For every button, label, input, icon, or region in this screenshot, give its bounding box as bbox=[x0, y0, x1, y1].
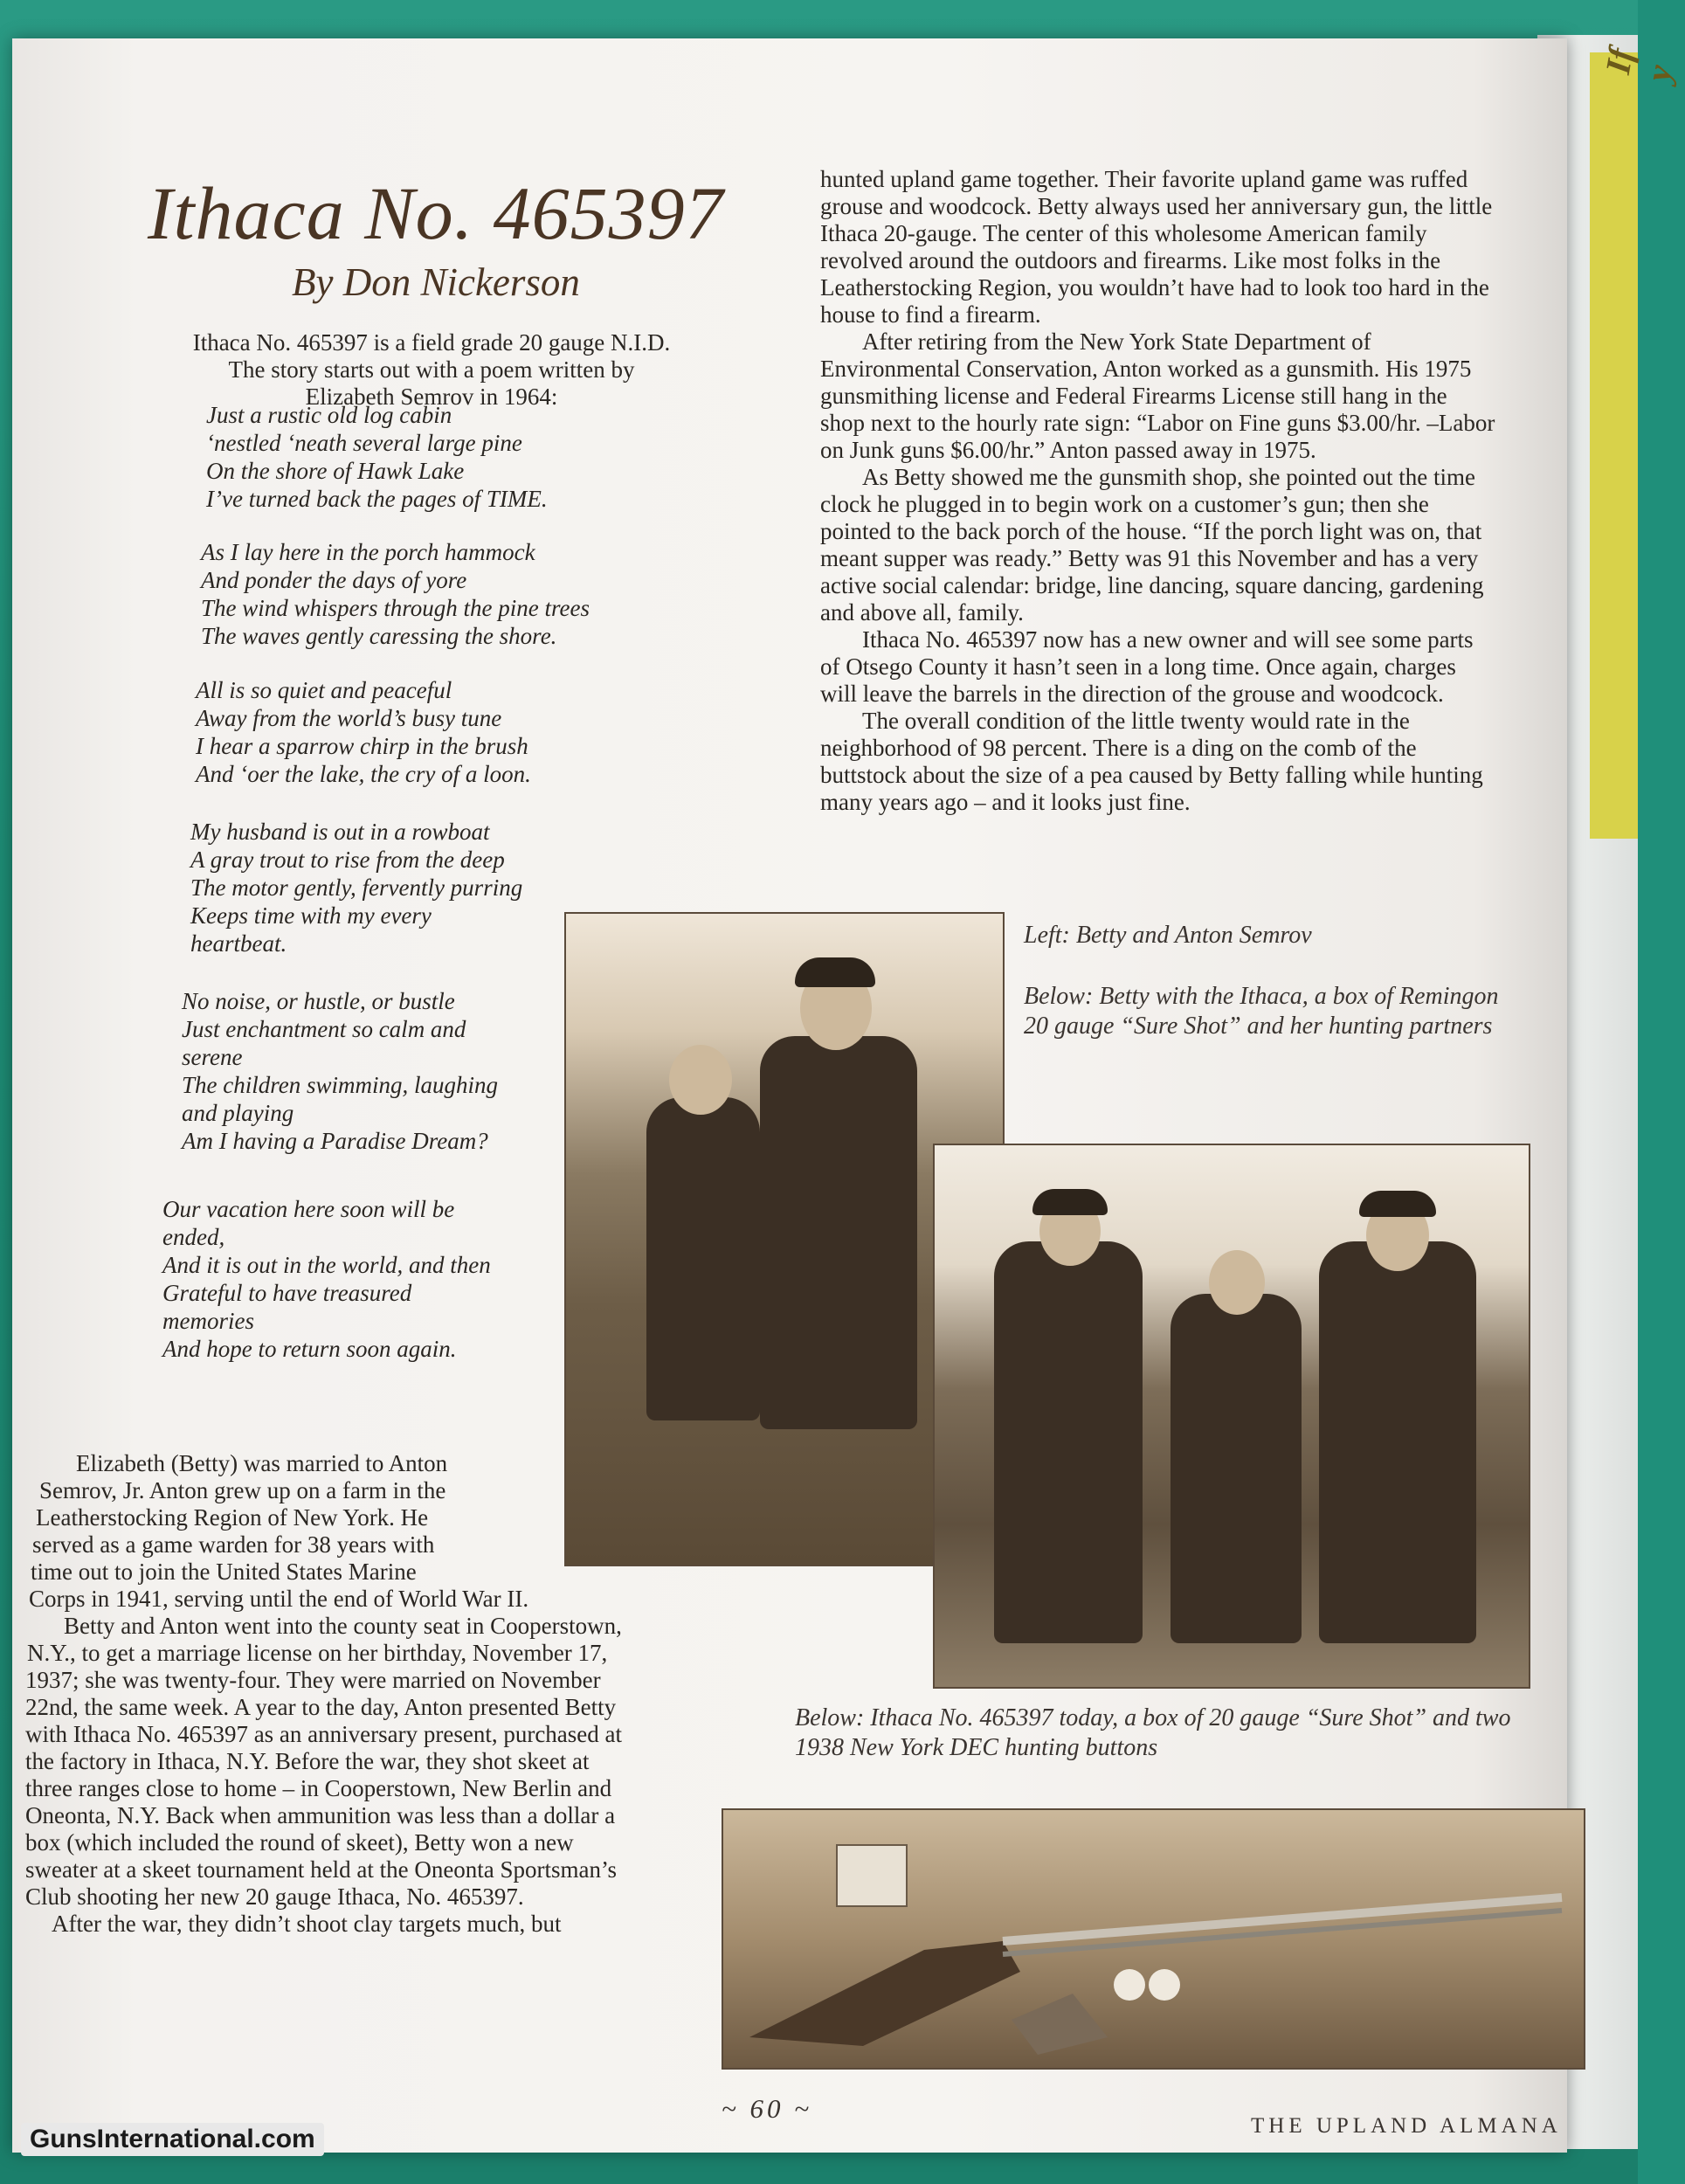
photo-figure bbox=[1171, 1294, 1302, 1643]
running-head: THE UPLAND ALMANA bbox=[1251, 2114, 1562, 2138]
poem-line: And ponder the days of yore bbox=[201, 567, 467, 593]
poem-line: The children swimming, laughing bbox=[182, 1072, 498, 1098]
ammo-box bbox=[837, 1845, 907, 1906]
body-line: Semrov, Jr. Anton grew up on a farm in the bbox=[39, 1477, 446, 1503]
poem-line: heartbeat. bbox=[190, 930, 287, 957]
poem-line: Grateful to have treasured bbox=[162, 1280, 412, 1306]
poem-stanza bbox=[201, 538, 590, 650]
body-paragraph: The overall condition of the little twenty would rate in the neighborhood of 98 percent. There is a ding on the comb of the buttstock about the size of a pea caused by Betty falling while hunting many years ago – and it looks just fine. bbox=[820, 708, 1483, 815]
page-number: ~ 60 ~ bbox=[722, 2093, 813, 2124]
poem-stanza bbox=[190, 818, 522, 957]
poem-line: As I lay here in the porch hammock bbox=[201, 539, 535, 565]
article-byline: By Don Nickerson bbox=[292, 260, 580, 304]
photo-figure-cap bbox=[795, 957, 875, 987]
body-line: served as a game warden for 38 years with bbox=[32, 1531, 435, 1558]
magazine-page bbox=[12, 38, 1567, 2153]
body-line: box (which included the round of skeet), Betty won a new bbox=[25, 1829, 574, 1856]
poem-line: All is so quiet and peaceful bbox=[196, 677, 452, 703]
photo-ithaca-shotgun bbox=[722, 1808, 1585, 2070]
article-title: Ithaca No. 465397 bbox=[148, 171, 724, 255]
photo-betty-with-hunting-partners bbox=[933, 1144, 1530, 1689]
watermark-logo: GunsInternational.com bbox=[21, 2123, 324, 2156]
body-line: Elizabeth (Betty) was married to Anton bbox=[76, 1450, 448, 1476]
poem-line: On the shore of Hawk Lake bbox=[206, 458, 465, 484]
photo-figure-head bbox=[669, 1045, 732, 1115]
poem-line: The wind whispers through the pine trees bbox=[201, 595, 590, 621]
poem-line: Away from the world’s busy tune bbox=[196, 705, 502, 731]
poem-stanza bbox=[182, 987, 498, 1155]
photo-figure-cap bbox=[1032, 1189, 1108, 1215]
next-page-yellow-strip bbox=[1590, 52, 1638, 839]
photo-figure bbox=[646, 1097, 760, 1420]
poem-line: And ‘oer the lake, the cry of a loon. bbox=[196, 761, 531, 787]
caption-left-photo: Left: Betty and Anton Semrov bbox=[1024, 922, 1312, 949]
poem-line: serene bbox=[182, 1044, 243, 1070]
photo-figure bbox=[1319, 1241, 1476, 1643]
body-line: time out to join the United States Marine bbox=[31, 1559, 417, 1585]
caption-gun-photo: Below: Ithaca No. 465397 today, a box of 20 gauge “Sure Shot” and two 1938 New York DEC hunting buttons bbox=[795, 1704, 1511, 1761]
shotgun-illustration bbox=[723, 1810, 1584, 2068]
poem-line: I’ve turned back the pages of TIME. bbox=[206, 486, 548, 512]
poem-line: My husband is out in a rowboat bbox=[190, 819, 490, 845]
intro-line: The story starts out with a poem written by bbox=[228, 356, 635, 383]
body-line: Corps in 1941, serving until the end of World War II. bbox=[29, 1586, 529, 1612]
hunting-button bbox=[1149, 1969, 1180, 2001]
hunting-button bbox=[1114, 1969, 1145, 2001]
body-paragraph: Ithaca No. 465397 now has a new owner and will see some parts of Otsego County it hasn’t seen in a long time. Once again, charges will leave the barrels in the direction of the grouse and woodcock. bbox=[820, 626, 1474, 707]
poem-line: Just enchantment so calm and bbox=[182, 1016, 466, 1042]
poem-line: Just a rustic old log cabin bbox=[206, 402, 452, 428]
poem-line: ended, bbox=[162, 1224, 225, 1250]
poem-line: Keeps time with my every bbox=[190, 902, 432, 929]
poem-stanza bbox=[162, 1195, 491, 1363]
body-line: N.Y., to get a marriage license on her birthday, November 17, bbox=[27, 1640, 608, 1666]
poem-line: And it is out in the world, and then bbox=[162, 1252, 491, 1278]
body-line: Club shooting her new 20 gauge Ithaca, No. 465397. bbox=[25, 1883, 524, 1910]
body-line: Oneonta, N.Y. Back when ammunition was less than a dollar a bbox=[25, 1802, 616, 1828]
poem-line: A gray trout to rise from the deep bbox=[190, 847, 505, 873]
body-line: 1937; she was twenty-four. They were married on November bbox=[25, 1667, 601, 1693]
body-line: sweater at a skeet tournament held at the Oneonta Sportsman’s bbox=[25, 1856, 618, 1883]
body-line: Betty and Anton went into the county seat in Cooperstown, bbox=[64, 1613, 622, 1639]
poem-line: ‘nestled ‘neath several large pine bbox=[206, 430, 522, 456]
body-paragraph: hunted upland game together. Their favorite upland game was ruffed grouse and woodcock. Betty always used her anniversary gun, the little Ithaca 20-gauge. The center of this wholesome American family revolved around the outdoors and firearms. Like most folks in the Leatherstocking Region, you wouldn’t have had to look too hard in the house to find a firearm. bbox=[820, 166, 1493, 328]
body-paragraph: After retiring from the New York State Department of Environmental Conservation, Anton worked as a gunsmith. His 1975 gunsmithing license and Federal Firearms License still hang in the shop next to the hourly rate sign: “Labor on Fine guns $3.00/hr. –Labor on Junk guns $6.00/hr.” Anton passed away in 1975. bbox=[820, 328, 1495, 463]
body-paragraph: As Betty showed me the gunsmith shop, she pointed out the time clock he plugged in to begin work on a customer’s gun; then she pointed to the back porch of the house. “If the porch light was on, that meant supper was ready.” Betty was 91 this November and has a very active social calendar: bridge, line dancing, square dancing, gardening and above all, family. bbox=[820, 464, 1484, 625]
body-line: After the war, they didn’t shoot clay targets much, but bbox=[52, 1911, 562, 1937]
poem-line: Our vacation here soon will be bbox=[162, 1196, 455, 1222]
poem-line: I hear a sparrow chirp in the brush bbox=[196, 733, 528, 759]
caption-below-photo: Below: Betty with the Ithaca, a box of Remingon 20 gauge “Sure Shot” and her hunting partners bbox=[1024, 983, 1499, 1040]
poem-line: Am I having a Paradise Dream? bbox=[182, 1128, 488, 1154]
poem-line: memories bbox=[162, 1308, 254, 1334]
body-line: 22nd, the same week. A year to the day, Anton presented Betty bbox=[25, 1694, 617, 1720]
poem-line: The motor gently, fervently purring bbox=[190, 874, 523, 901]
intro-line: Ithaca No. 465397 is a field grade 20 gauge N.I.D. bbox=[192, 329, 671, 356]
body-line: the factory in Ithaca, N.Y. Before the war, they shot skeet at bbox=[25, 1748, 590, 1774]
body-line: three ranges close to home – in Cooperstown, New Berlin and bbox=[25, 1775, 612, 1801]
poem-stanza bbox=[206, 401, 548, 513]
poem-line: And hope to return soon again. bbox=[162, 1336, 457, 1362]
article-intro bbox=[169, 329, 694, 411]
photo-figure-cap bbox=[1359, 1191, 1436, 1217]
right-column-body bbox=[820, 166, 1497, 816]
body-line: Leatherstocking Region of New York. He bbox=[36, 1504, 429, 1531]
poem-line: The waves gently caressing the shore. bbox=[201, 623, 557, 649]
gun-stock bbox=[749, 1941, 1020, 2046]
poem-line: No noise, or hustle, or bustle bbox=[182, 988, 455, 1014]
body-line: with Ithaca No. 465397 as an anniversary present, purchased at bbox=[25, 1721, 623, 1747]
next-page-fragment: If y bbox=[1597, 45, 1680, 85]
photo-figure bbox=[994, 1241, 1143, 1643]
poem-line: and playing bbox=[182, 1100, 294, 1126]
photo-figure-head bbox=[1209, 1250, 1265, 1315]
poem-stanza bbox=[196, 676, 531, 788]
feather bbox=[1012, 1994, 1108, 2055]
intro-line: Elizabeth Semrov in 1964: bbox=[305, 384, 558, 410]
photo-figure bbox=[760, 1036, 917, 1429]
